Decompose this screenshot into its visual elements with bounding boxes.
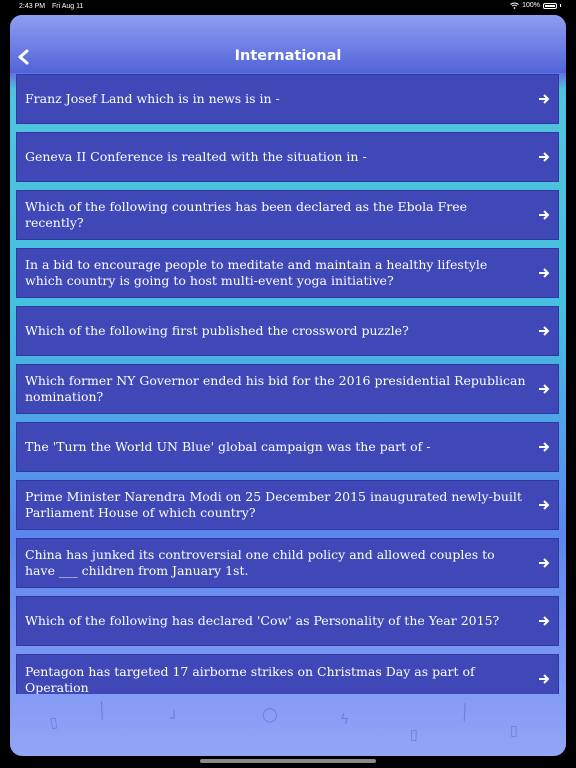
arrow-right-icon: [538, 499, 550, 511]
question-text: The 'Turn the World UN Blue' global campaign was the part of -: [25, 439, 431, 454]
arrow-right-icon: [538, 557, 550, 569]
status-time: 2:43 PM: [19, 3, 46, 10]
question-text: Which of the following countries has been declared as the Ebola Free recently?: [25, 199, 468, 230]
background-decoration-icon: ╱: [94, 701, 110, 721]
battery-tip: [560, 4, 561, 7]
home-indicator[interactable]: [200, 759, 376, 763]
background-decoration-icon: ╲: [456, 703, 472, 723]
background-decoration-icon: ϟ: [340, 712, 350, 728]
question-text: Geneva II Conference is realted with the situation in -: [25, 149, 367, 164]
arrow-right-icon: [538, 267, 550, 279]
wifi-icon: [510, 2, 519, 9]
question-text: In a bid to encourage people to meditate and maintain a healthy lifestyle which country is going to host multi-event yoga initiative?: [25, 257, 488, 288]
status-right: [510, 2, 561, 9]
battery-icon: [543, 3, 557, 9]
arrow-right-icon: [538, 615, 550, 627]
question-text: Franz Josef Land which is in news is in -: [25, 91, 280, 106]
question-list[interactable]: [16, 74, 559, 694]
question-row[interactable]: [16, 364, 559, 414]
question-text: Which of the following has declared 'Cow' as Personality of the Year 2015?: [25, 613, 500, 628]
background-decoration-icon: ▯: [510, 723, 518, 739]
arrow-right-icon: [538, 383, 550, 395]
question-row[interactable]: [16, 480, 559, 530]
arrow-right-icon: [538, 209, 550, 221]
arrow-right-icon: [538, 93, 550, 105]
main-panel: [10, 15, 566, 756]
question-text: Which of the following first published the crossword puzzle?: [25, 323, 409, 338]
arrow-right-icon: [538, 325, 550, 337]
status-bar: [0, 0, 576, 14]
question-text: China has junked its controversial one child policy and allowed couples to have ___ children from January 1st.: [25, 547, 495, 578]
battery-percent: 100%: [522, 2, 540, 9]
question-row[interactable]: [16, 422, 559, 472]
arrow-right-icon: [538, 441, 550, 453]
question-row[interactable]: [16, 248, 559, 298]
question-row[interactable]: [16, 190, 559, 240]
nav-header: [10, 15, 566, 73]
status-date: Fri Aug 11: [52, 3, 84, 10]
question-row[interactable]: [16, 654, 559, 694]
page-title: International: [234, 48, 342, 64]
question-text: Which former NY Governor ended his bid for the 2016 presidential Republican nomination?: [25, 373, 526, 404]
background-decoration-icon: ▯: [410, 727, 418, 743]
arrow-right-icon: [538, 673, 550, 685]
question-row[interactable]: [16, 538, 559, 588]
question-row[interactable]: [16, 74, 559, 124]
background-decoration-icon: ┘: [170, 711, 179, 727]
background-decoration-icon: ◯: [262, 707, 278, 723]
background-decoration-icon: ▯: [48, 714, 60, 732]
question-row[interactable]: [16, 132, 559, 182]
question-text: Prime Minister Narendra Modi on 25 December 2015 inaugurated newly-built Parliament House of which country?: [25, 489, 522, 520]
arrow-right-icon: [538, 151, 550, 163]
question-text: Pentagon has targeted 17 airborne strikes on Christmas Day as part of Operation: [25, 664, 475, 694]
question-row[interactable]: [16, 596, 559, 646]
question-row[interactable]: [16, 306, 559, 356]
